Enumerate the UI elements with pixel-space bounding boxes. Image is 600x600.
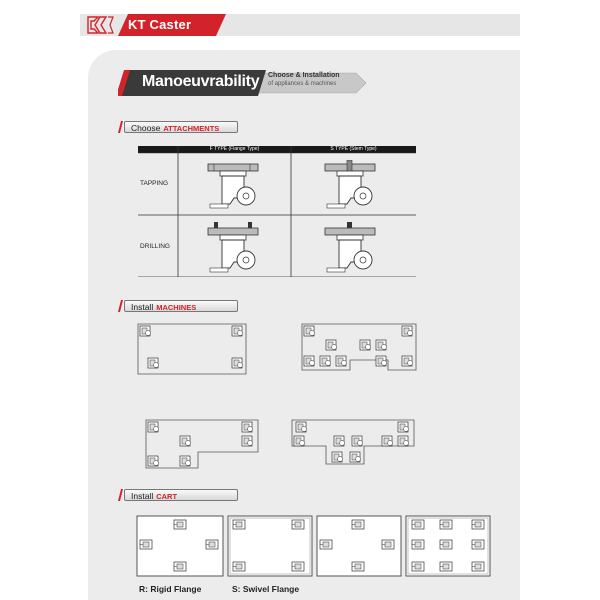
kt-logo-icon bbox=[84, 15, 116, 35]
machine-layout-2 bbox=[302, 324, 416, 370]
caster-stem-tapping-icon bbox=[323, 160, 383, 210]
machine-layouts bbox=[128, 316, 428, 476]
caster-flange-tapping-icon bbox=[206, 160, 266, 210]
legend-rigid: R: Rigid Flange bbox=[139, 584, 202, 594]
attachments-tag-prefix: Choose bbox=[131, 123, 161, 133]
section-subtitle-1: Choose & Installation bbox=[268, 72, 340, 79]
section-subtitle-2: of appliances & machines bbox=[268, 81, 337, 87]
section-title: Manoeuvrability bbox=[142, 73, 260, 90]
machines-tag-prefix: Install bbox=[131, 302, 154, 312]
column-header-f-type: F TYPE (Flange Type) bbox=[209, 146, 260, 152]
header-brand: KT Caster bbox=[128, 17, 192, 32]
column-header-s-type: S TYPE (Stem Type) bbox=[330, 146, 377, 152]
caster-stem-drilling-icon bbox=[323, 222, 383, 274]
legend-swivel: S: Swivel Flange bbox=[232, 584, 300, 594]
machines-tag-highlight: MACHINES bbox=[156, 303, 197, 312]
machine-layout-3 bbox=[146, 420, 258, 468]
cart-layouts bbox=[136, 512, 492, 578]
attachments-table bbox=[138, 146, 416, 277]
cart-tag bbox=[124, 489, 238, 501]
cart-tag-prefix: Install bbox=[131, 491, 154, 501]
row-label-tapping: TAPPING bbox=[140, 180, 169, 187]
machines-tag bbox=[124, 300, 238, 312]
attachments-tag-highlight: ATTACHMENTS bbox=[163, 124, 220, 133]
caster-flange-drilling-icon bbox=[206, 222, 266, 274]
row-label-drilling: DRILLING bbox=[140, 243, 170, 250]
attachments-tag bbox=[124, 121, 238, 133]
cart-tag-highlight: CART bbox=[156, 492, 178, 501]
